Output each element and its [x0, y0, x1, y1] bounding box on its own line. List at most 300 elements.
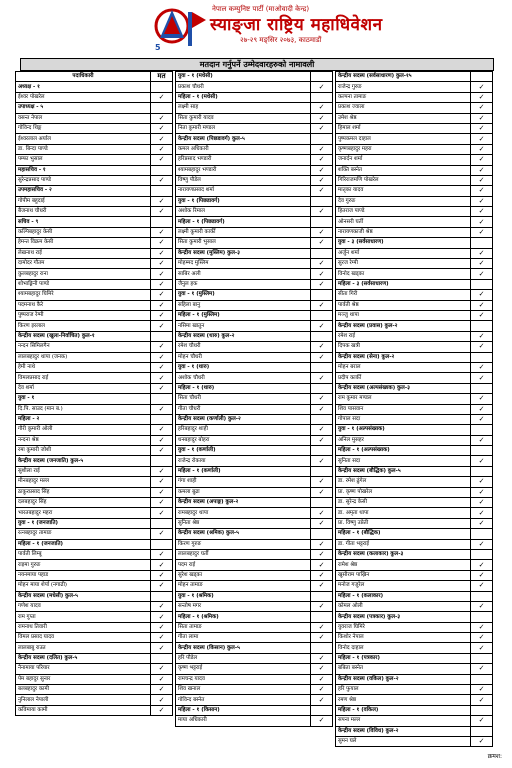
vote-tick-icon: ✓ — [471, 477, 493, 487]
vote-tick-icon: ✓ — [151, 446, 173, 456]
candidate-row — [336, 175, 493, 185]
candidate-name: राम कुमार मण्डल — [336, 394, 471, 404]
candidate-name: सुरेन्द्रप्रसाद पाण्डे — [16, 175, 151, 185]
candidate-name: सुरेश खड्का — [176, 570, 311, 580]
section-header-row — [16, 653, 173, 663]
section-header-row — [16, 165, 173, 175]
vote-tick-icon: ✓ — [151, 477, 173, 487]
candidate-name: माया अधिकारी — [176, 716, 311, 726]
vote-tick-icon: ✓ — [151, 498, 173, 508]
candidate-name: वसन्त नेपाल — [16, 113, 151, 123]
section-header-row — [16, 82, 173, 92]
vote-tick-icon: ✓ — [471, 737, 493, 747]
vote-tick-icon: ✓ — [471, 310, 493, 320]
section-header-row — [16, 103, 173, 113]
candidate-row — [16, 196, 173, 206]
candidate-name: पदमनाथ कैरे — [16, 300, 151, 310]
candidate-row — [336, 310, 493, 320]
section-header-row — [16, 539, 173, 549]
vote-tick-icon: ✓ — [151, 581, 173, 591]
section-header-row — [176, 643, 333, 653]
vote-tick-icon: ✓ — [471, 82, 493, 92]
candidate-name: नयनमाया पहाड — [16, 570, 151, 580]
candidate-row — [16, 321, 173, 331]
section-header-row — [176, 217, 333, 227]
candidate-name: दामोदर गौतम — [16, 259, 151, 269]
candidate-name: कल्पना तामाङ — [336, 92, 471, 102]
candidate-name: डा. गीता भट्टराई — [336, 539, 471, 549]
candidate-row — [336, 92, 493, 102]
candidate-name: दलबहादुर सिंह — [16, 498, 151, 508]
vote-tick-icon: ✓ — [151, 279, 173, 289]
section-header-row — [176, 248, 333, 258]
candidate-name: प्रा. विष्णु उप्रेती — [336, 518, 471, 528]
candidate-name: विनोद खड्का — [336, 269, 471, 279]
list-banner: मतदान गर्नुपर्ने उम्मेदवारहरुको नामावली — [20, 58, 494, 71]
candidate-name: प्रकाश चौधरी — [176, 82, 311, 92]
vote-tick-icon: ✓ — [471, 716, 493, 726]
vote-tick-icon: ✓ — [311, 165, 333, 175]
candidate-name: सुशीला राई — [16, 466, 151, 476]
candidate-name: मोहन तामाङ — [176, 581, 311, 591]
section-title: महिला - १ (मधेसी) — [176, 92, 311, 102]
candidate-row — [176, 549, 333, 559]
candidate-row — [16, 279, 173, 289]
section-header-row — [16, 217, 173, 227]
candidate-row — [16, 144, 173, 154]
section-title: उपमहासचिव - २ — [16, 186, 151, 196]
vote-tick-icon: ✓ — [151, 342, 173, 352]
candidate-name: किशोर नेपाल — [336, 633, 471, 643]
vote-tick-icon: ✓ — [471, 300, 493, 310]
candidate-row — [336, 601, 493, 611]
section-title: महिला - २ — [16, 414, 151, 424]
candidate-row — [176, 425, 333, 435]
candidate-row — [336, 82, 493, 92]
section-title: महिला - १ (बौद्धिक) — [336, 529, 471, 539]
candidate-row — [16, 134, 173, 144]
vote-tick-icon: ✓ — [151, 487, 173, 497]
vote-tick-icon: ✓ — [471, 92, 493, 102]
column-header-mark: मत — [151, 72, 173, 82]
candidate-row — [176, 560, 333, 570]
section-title: युवा - १ (श्रमिक) — [176, 591, 311, 601]
candidate-name: शिव पासवान — [336, 404, 471, 414]
candidate-row — [336, 165, 493, 175]
candidate-name: गिरिराजमणि पोखरेल — [336, 175, 471, 185]
candidate-name: ओनसरी घर्ती — [336, 217, 471, 227]
candidate-name: सीता गिरी — [336, 290, 471, 300]
candidate-name: मीनबहादुर मल्ल — [16, 477, 151, 487]
candidate-name: दिपक खत्री — [336, 342, 471, 352]
candidate-name: रामनाथ तिवारी — [16, 622, 151, 632]
candidate-row — [16, 435, 173, 445]
candidate-name: पदम राई — [176, 560, 311, 570]
candidate-name: देव गुरुङ — [336, 196, 471, 206]
vote-tick-icon: ✓ — [471, 664, 493, 674]
vote-tick-icon: ✓ — [311, 477, 333, 487]
candidate-name: गीता चौधरी — [176, 404, 311, 414]
vote-tick-icon: ✓ — [471, 539, 493, 549]
section-header-row — [176, 362, 333, 372]
candidate-name: सुनिता श्रेष्ठ — [176, 518, 311, 528]
candidate-row — [176, 716, 333, 726]
candidate-row — [336, 643, 493, 653]
candidate-row — [16, 259, 173, 269]
section-title: महासचिव - १ — [16, 165, 151, 175]
vote-tick-icon: ✓ — [471, 134, 493, 144]
candidate-row — [336, 362, 493, 372]
section-title: महिला - १ (मुस्लिम) — [176, 310, 311, 320]
section-title: महिला - १ (किसान) — [176, 705, 311, 715]
candidate-name: सुरज रेग्मी — [336, 259, 471, 269]
footer-continued: क्रमश: — [487, 753, 502, 760]
candidate-name: नन्दन सिमिलगैन — [16, 342, 151, 352]
candidate-row — [336, 560, 493, 570]
candidate-name: किरण गुरुङ — [176, 539, 311, 549]
candidate-name: जैनुल हक — [176, 279, 311, 289]
section-title: केन्द्रीय सदस्य (पिछडावर्ग) कुल-५ — [176, 134, 311, 144]
section-header-row — [336, 383, 493, 393]
candidate-name: डा. अमृता थापा — [336, 508, 471, 518]
vote-tick-icon: ✓ — [151, 664, 173, 674]
vote-tick-icon: ✓ — [151, 383, 173, 393]
vote-tick-icon: ✓ — [471, 685, 493, 695]
vote-tick-icon: ✓ — [471, 622, 493, 632]
vote-tick-icon: ✓ — [151, 695, 173, 705]
candidate-row — [16, 207, 173, 217]
candidate-name: डा. बिन्दा पाण्डे — [16, 144, 151, 154]
candidate-row — [16, 498, 173, 508]
candidate-row — [336, 186, 493, 196]
candidate-column-2 — [175, 71, 333, 727]
vote-tick-icon: ✓ — [471, 570, 493, 580]
section-title: युवा - १ (पिछडावर्ग) — [176, 196, 311, 206]
vote-tick-icon: ✓ — [471, 508, 493, 518]
candidate-row — [176, 123, 333, 133]
candidate-name: कोमल ओली — [336, 601, 471, 611]
candidate-row — [176, 674, 333, 684]
vote-tick-icon: ✓ — [151, 508, 173, 518]
vote-tick-icon: ✓ — [151, 622, 173, 632]
candidate-name: सपना मल्ल — [336, 716, 471, 726]
section-title: महिला - १ (थारु) — [176, 383, 311, 393]
candidate-row — [336, 435, 493, 445]
vote-tick-icon: ✓ — [151, 310, 173, 320]
candidate-row — [16, 466, 173, 476]
vote-tick-icon: ✓ — [151, 113, 173, 123]
candidate-row — [176, 477, 333, 487]
candidate-row — [336, 622, 493, 632]
candidate-row — [336, 373, 493, 383]
section-header-row — [176, 290, 333, 300]
section-header-row — [176, 529, 333, 539]
candidate-row — [336, 331, 493, 341]
vote-tick-icon: ✓ — [311, 549, 333, 559]
candidate-name: गौरी कुमारी ओली — [16, 425, 151, 435]
vote-tick-icon: ✓ — [151, 207, 173, 217]
candidate-row — [176, 685, 333, 695]
candidate-name: लक्ष्मी कुमारी कार्की — [176, 227, 311, 237]
candidate-name: मातृका यादव — [336, 186, 471, 196]
candidate-name: गोपाल सदा — [336, 414, 471, 424]
candidate-name: मोहम्मद मुस्लिम — [176, 259, 311, 269]
candidate-name: प्रकाश ज्वाला — [336, 103, 471, 113]
candidate-name: नुनिलाल नेपाली — [16, 695, 151, 705]
candidate-row — [16, 383, 173, 393]
candidate-name: रमेश राई — [336, 331, 471, 341]
vote-tick-icon: ✓ — [151, 633, 173, 643]
candidate-row — [16, 113, 173, 123]
section-title: केन्द्रीय सदस्य (वकिल) कुल-२ — [336, 674, 471, 684]
vote-tick-icon: ✓ — [151, 601, 173, 611]
vote-tick-icon: ✓ — [311, 394, 333, 404]
candidate-name: मोहन बराल — [336, 362, 471, 372]
candidate-row — [16, 238, 173, 248]
candidate-name: लालबाबु राउत — [16, 643, 151, 653]
candidate-row — [16, 404, 173, 414]
section-header-row — [176, 414, 333, 424]
section-header-row — [336, 321, 493, 331]
candidate-row — [336, 123, 493, 133]
candidate-row — [176, 165, 333, 175]
candidate-row — [176, 155, 333, 165]
vote-tick-icon: ✓ — [151, 549, 173, 559]
vote-tick-icon: ✓ — [151, 92, 173, 102]
vote-tick-icon: ✓ — [311, 487, 333, 497]
section-title: केन्द्रीय सदस्य (खुला-निर्वाचित) कुल-१ — [16, 331, 151, 341]
candidate-name: हिमाल शर्मा — [336, 123, 471, 133]
candidate-name: गोविन्द थिङ्ग — [16, 123, 151, 133]
candidate-name: शोभाङ्गिनी पाण्डे — [16, 279, 151, 289]
candidate-name: देव शर्मा — [16, 383, 151, 393]
candidate-row — [16, 705, 173, 715]
candidate-name: शिव खनाल — [176, 685, 311, 695]
candidate-name: युवराज घिमिरे — [336, 622, 471, 632]
candidate-row — [336, 394, 493, 404]
candidate-name: जनार्दन शर्मा — [336, 155, 471, 165]
vote-tick-icon: ✓ — [151, 404, 173, 414]
candidate-row — [336, 207, 493, 217]
section-title: युवा - १ (अल्पसंख्यक) — [336, 425, 471, 435]
candidate-row — [336, 300, 493, 310]
candidate-row — [16, 227, 173, 237]
candidate-row — [176, 456, 333, 466]
candidate-row — [336, 155, 493, 165]
candidate-row — [16, 362, 173, 372]
vote-tick-icon: ✓ — [151, 435, 173, 445]
candidate-row — [176, 352, 333, 362]
section-header-row — [176, 446, 333, 456]
candidate-row — [176, 279, 333, 289]
candidate-name: कमला बुढा — [176, 487, 311, 497]
vote-tick-icon: ✓ — [311, 716, 333, 726]
candidate-name: सिता चौधरी — [176, 394, 311, 404]
candidate-name: ईश्वरलाल अर्याल — [16, 134, 151, 144]
vote-tick-icon: ✓ — [151, 674, 173, 684]
candidate-name: लालबहादुर घर्ती — [176, 549, 311, 559]
vote-tick-icon: ✓ — [471, 103, 493, 113]
candidate-row — [16, 487, 173, 497]
section-header-row — [336, 238, 493, 248]
vote-tick-icon: ✓ — [311, 435, 333, 445]
vote-tick-icon: ✓ — [151, 362, 173, 372]
vote-tick-icon: ✓ — [471, 633, 493, 643]
section-title: केन्द्रीय सदस्य (दलित) कुल-५ — [16, 653, 151, 663]
candidate-row — [16, 674, 173, 684]
section-header-row — [336, 279, 493, 289]
section-header-row — [176, 196, 333, 206]
candidate-name: लालबहादुर थापा (जनक) — [16, 352, 151, 362]
section-title: सचिव - ९ — [16, 217, 151, 227]
vote-tick-icon: ✓ — [311, 352, 333, 362]
candidate-row — [176, 82, 333, 92]
vote-tick-icon: ✓ — [311, 175, 333, 185]
section-header-row — [336, 529, 493, 539]
candidate-row — [16, 92, 173, 102]
candidate-row — [16, 477, 173, 487]
vote-tick-icon: ✓ — [471, 175, 493, 185]
candidate-row — [16, 300, 173, 310]
candidate-name: कमल अधिकारी — [176, 144, 311, 154]
vote-tick-icon: ✓ — [151, 466, 173, 476]
table-header-row — [16, 72, 173, 82]
candidate-name: नसिमा खातुन — [176, 321, 311, 331]
vote-tick-icon: ✓ — [471, 113, 493, 123]
vote-tick-icon: ✓ — [151, 560, 173, 570]
candidate-name: सिता कुमारी भुसाल — [176, 238, 311, 248]
candidate-row — [176, 695, 333, 705]
candidate-row — [176, 238, 333, 248]
vote-tick-icon: ✓ — [151, 155, 173, 165]
candidate-row — [336, 227, 493, 237]
candidate-name: प्रा. कृष्ण पोखरेल — [336, 487, 471, 497]
candidate-row — [176, 394, 333, 404]
vote-tick-icon: ✓ — [151, 373, 173, 383]
candidate-name: रामचन्द्र यादव — [176, 674, 311, 684]
candidate-name: पार्वती लिम्बू — [16, 549, 151, 559]
vote-tick-icon: ✓ — [471, 123, 493, 133]
section-title: युवा - १ (मुस्लिम) — [176, 290, 311, 300]
candidate-name: श्यामबहादुर घिमिरे — [16, 290, 151, 300]
page-title: स्याङ्जा राष्ट्रिय महाधिवेशन — [210, 15, 383, 35]
section-header-row — [176, 466, 333, 476]
candidate-row — [176, 207, 333, 217]
candidate-name: हरि पौडेल — [176, 653, 311, 663]
vote-tick-icon: ✓ — [471, 487, 493, 497]
vote-tick-icon: ✓ — [151, 705, 173, 715]
section-header-row — [336, 612, 493, 622]
candidate-name: अर्जुन शर्मा — [336, 248, 471, 258]
section-title: महिला - १ (कलाकार) — [336, 591, 471, 601]
section-title: केन्द्रीय सदस्य (अपाङ्ग) कुल-२ — [176, 498, 311, 508]
section-title: महिला - १ (जनजाति) — [16, 539, 151, 549]
candidate-name: हेमन्त विक्रम केसी — [16, 238, 151, 248]
section-title: केन्द्रीय सदस्य (कलाकार) कुल-३ — [336, 549, 471, 559]
vote-tick-icon: ✓ — [151, 425, 173, 435]
candidate-row — [336, 508, 493, 518]
section-title: युवा - १ — [16, 394, 151, 404]
candidate-row — [336, 113, 493, 123]
vote-tick-icon: ✓ — [311, 560, 333, 570]
candidate-name: भारतबहादुर महरा — [16, 508, 151, 518]
section-title: महिला - १ (श्रमिक) — [176, 612, 311, 622]
candidate-row — [176, 269, 333, 279]
candidate-row — [336, 144, 493, 154]
candidate-row — [176, 144, 333, 154]
candidate-name: रमेश चौधरी — [176, 342, 311, 352]
candidate-name: राइमा गुरुङ — [16, 560, 151, 570]
vote-tick-icon: ✓ — [311, 321, 333, 331]
candidate-name: श्यामबहादुर भण्डारी — [176, 165, 311, 175]
page-header — [0, 0, 512, 56]
candidate-row — [176, 581, 333, 591]
section-title: केन्द्रीय सदस्य (श्रमिक) कुल-५ — [176, 529, 311, 539]
candidate-row — [16, 685, 173, 695]
section-title: केन्द्रीय सदस्य (सर्वसाधारण) कुल-१५ — [336, 72, 471, 82]
vote-tick-icon: ✓ — [151, 352, 173, 362]
candidate-row — [176, 539, 333, 549]
vote-tick-icon: ✓ — [311, 664, 333, 674]
candidate-name: सहिला बानु — [176, 300, 311, 310]
vote-tick-icon: ✓ — [311, 373, 333, 383]
section-title: केन्द्रीय सदस्य (किसान) कुल-५ — [176, 643, 311, 653]
candidate-name: हेमी नाथे — [16, 362, 151, 372]
vote-tick-icon: ✓ — [311, 259, 333, 269]
candidate-name: सुनिता सदा — [336, 456, 471, 466]
section-title: युवा - १ (थारु) — [176, 362, 311, 372]
candidate-name: कुलबहादुर राना — [16, 269, 151, 279]
candidate-row — [336, 664, 493, 674]
section-title: केन्द्रीय सदस्य (मधेसी) कुल-५ — [16, 591, 151, 601]
section-header-row — [336, 705, 493, 715]
candidate-row — [336, 716, 493, 726]
candidate-name: राम गुप्ता — [16, 612, 151, 622]
candidate-row — [336, 134, 493, 144]
candidate-row — [336, 404, 493, 414]
vote-tick-icon: ✓ — [151, 570, 173, 580]
vote-tick-icon: ✓ — [471, 695, 493, 705]
vote-tick-icon: ✓ — [311, 155, 333, 165]
vote-tick-icon: ✓ — [311, 508, 333, 518]
candidate-row — [336, 695, 493, 705]
vote-tick-icon: ✓ — [151, 612, 173, 622]
section-header-row — [176, 92, 333, 102]
candidate-row — [336, 487, 493, 497]
candidate-name: दि.पि. साउद (मान ब.) — [16, 404, 151, 414]
vote-tick-icon: ✓ — [471, 581, 493, 591]
candidate-row — [176, 103, 333, 113]
candidate-name: शक्ति बस्नेत — [336, 165, 471, 175]
candidate-row — [336, 581, 493, 591]
candidate-name: नारायणप्रसाद शर्मा — [176, 186, 311, 196]
candidate-name: राजेन्द्र रोकाया — [176, 456, 311, 466]
vote-tick-icon: ✓ — [151, 227, 173, 237]
candidate-row — [176, 404, 333, 414]
section-title: केन्द्रीय सदस्य (अल्पसंख्यक) कुल-३ — [336, 383, 471, 393]
vote-tick-icon: ✓ — [311, 404, 333, 414]
candidate-name: पुष्पराज रेग्मी — [16, 310, 151, 320]
section-header-row — [16, 394, 173, 404]
section-title: अध्यक्ष - १ — [16, 82, 151, 92]
section-header-row — [16, 331, 173, 341]
vote-tick-icon: ✓ — [311, 123, 333, 133]
candidate-row — [336, 259, 493, 269]
vote-tick-icon: ✓ — [471, 217, 493, 227]
vote-tick-icon: ✓ — [471, 643, 493, 653]
candidate-column-3 — [335, 71, 493, 747]
candidate-name: पुष्पकमल दाहाल — [336, 134, 471, 144]
